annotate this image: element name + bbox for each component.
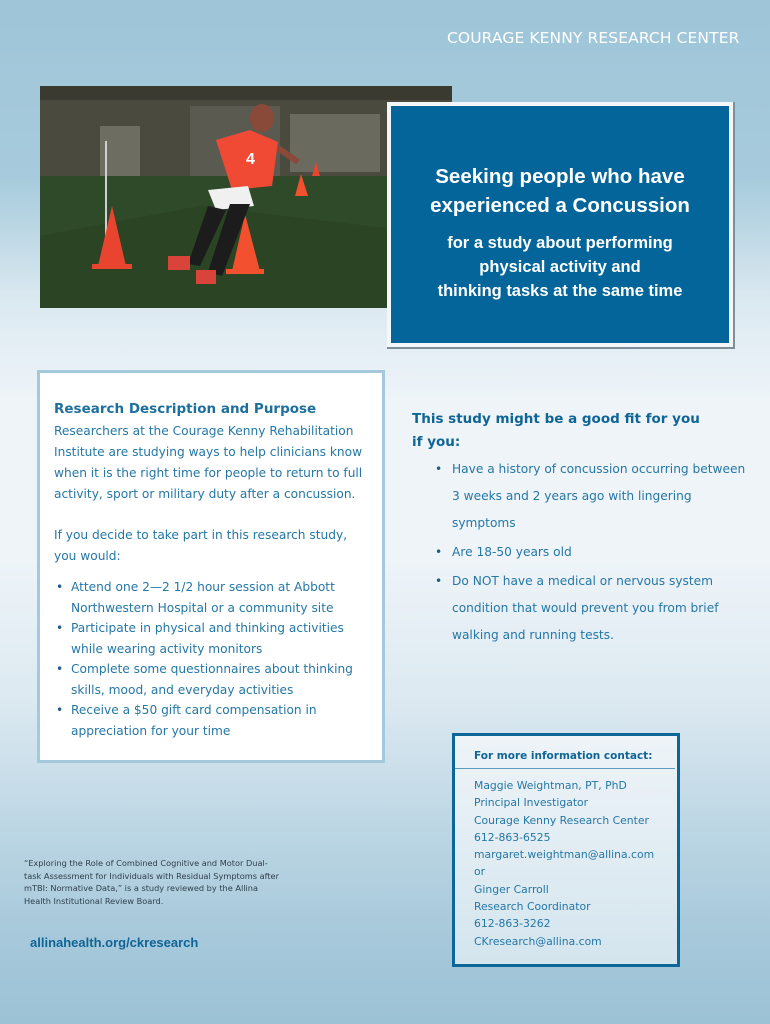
study-citation: “Exploring the Role of Combined Cognitive and Motor Dual-task Assessment for Individuals with Residual Symptoms after mTBI: Normative Data,” is a study reviewed by the Allina Health Institutional Review Board. (24, 858, 279, 906)
research-description-box (37, 370, 385, 763)
website-link[interactable]: allinahealth.org/ckresearch (30, 935, 199, 950)
contact-name: Maggie Weightman, PT, PhD (474, 779, 627, 792)
contact-org: Courage Kenny Research Center (474, 813, 649, 827)
hero-subtitle (391, 231, 729, 303)
description-paragraph: If you decide to take part in this research study, you would: (54, 528, 348, 563)
list-item: • Are 18-50 years old (435, 539, 755, 566)
participation-list (54, 577, 368, 741)
hero-subtitle-line: thinking tasks at the same time (437, 282, 683, 300)
list-item: • Participate in physical and thinking activities while wearing activity monitors (54, 618, 368, 659)
contact-name: Ginger Carroll (474, 882, 549, 896)
contact-box (452, 733, 680, 967)
hero-title (391, 162, 729, 220)
hero-subtitle-line: for a study about performing (447, 234, 673, 252)
hero-title-line: Seeking people who have (435, 165, 685, 188)
contact-title: For more information contact: (455, 750, 675, 769)
eligibility-list (435, 456, 755, 651)
contact-details (455, 769, 677, 950)
org-name: COURAGE KENNY RESEARCH CENTER (447, 29, 740, 47)
eligibility-title: This study might be a good fit for you if you: (412, 411, 700, 450)
description-title: Research Description and Purpose (54, 401, 317, 417)
hero-callout (387, 102, 735, 349)
list-item: • Have a history of concussion occurring between 3 weeks and 2 years ago with lingering symptoms (435, 456, 755, 537)
contact-email[interactable]: CKresearch@allina.com (474, 934, 602, 948)
contact-email[interactable]: margaret.weightman@allina.com (474, 848, 655, 862)
description-paragraph: Researchers at the Courage Kenny Rehabilitation Institute are studying ways to help clinicians know when it is the right time for people to return to full activity, sport or military duty after a concussion. (54, 424, 363, 501)
list-item: • Attend one 2—2 1/2 hour session at Abbott Northwestern Hospital or a community site (54, 577, 368, 618)
hero-subtitle-line: physical activity and (479, 258, 641, 276)
list-item: • Receive a $50 gift card compensation in appreciation for your time (54, 700, 368, 741)
contact-phone[interactable]: 612-863-6525 (474, 830, 551, 844)
contact-separator: or (474, 865, 486, 879)
list-item: • Do NOT have a medical or nervous system condition that would prevent you from brief walking and running tests. (435, 568, 755, 649)
list-item: • Complete some questionnaires about thinking skills, mood, and everyday activities (54, 659, 368, 700)
hero-callout-inner (391, 106, 729, 343)
contact-role: Research Coordinator (474, 900, 591, 914)
hero-title-line: experienced a Concussion (430, 194, 690, 217)
contact-role: Principal Investigator (474, 796, 589, 810)
contact-phone[interactable]: 612-863-3262 (474, 917, 551, 931)
svg-text:4: 4 (246, 151, 255, 168)
